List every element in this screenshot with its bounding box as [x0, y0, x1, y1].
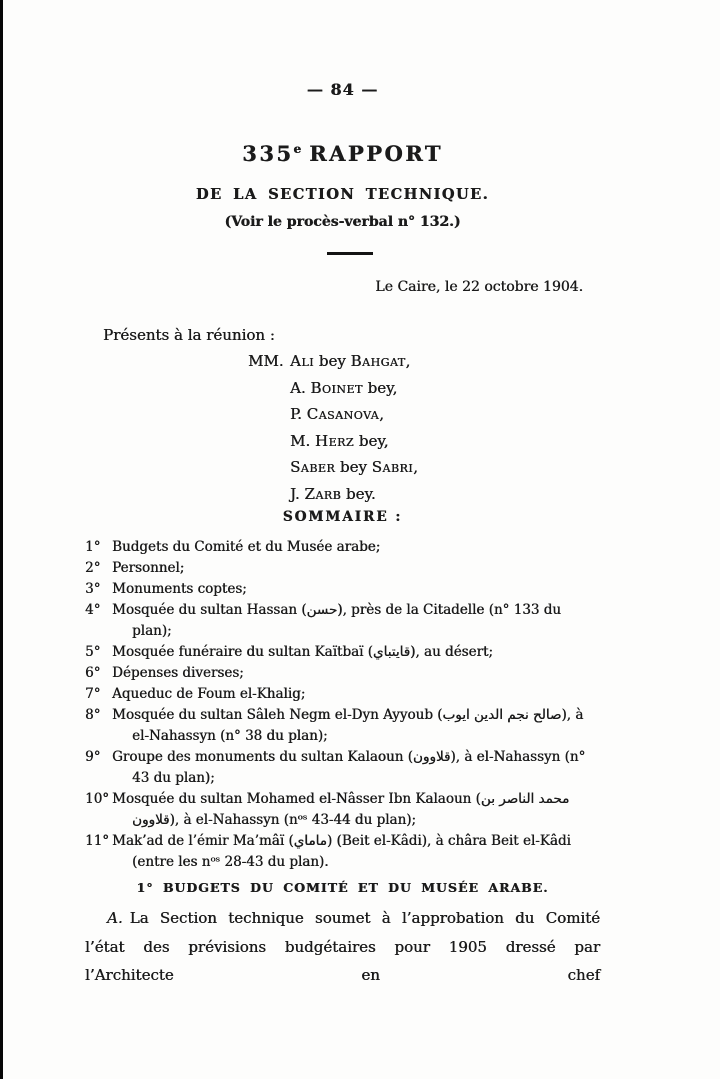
sommaire-item-text: Mosquée du sultan Sâleh Negm el-Dyn Ayyoub (صالح نجم الدين ايوب), à el-Nahassyn (n° 38 du plan); [112, 707, 584, 744]
sommaire-item [85, 747, 600, 789]
sommaire-item [85, 789, 600, 831]
paragraph-text: La Section technique soumet à l’approbation du Comité l’état des prévisions budgétaires pour 1905 dressé par l’Architecte en chef [85, 909, 600, 984]
section-heading: 1° BUDGETS DU COMITÉ ET DU MUSÉE ARABE. [136, 880, 549, 895]
sommaire-item-number: 5° [85, 644, 101, 660]
sommaire-item-number: 1° [85, 539, 101, 555]
attendee-name: A. Boinet bey, [290, 378, 398, 397]
sommaire-item [85, 579, 600, 600]
sommaire-list [85, 537, 600, 873]
sommaire-item-number: 2° [85, 560, 101, 576]
sommaire-item [85, 705, 600, 747]
sommaire-item-number: 7° [85, 686, 101, 702]
page-content [85, 0, 600, 1079]
sommaire-item-text: Groupe des monuments du sultan Kalaoun (قلاوون), à el-Nahassyn (n° 43 du plan); [112, 749, 586, 786]
sommaire-item-text: Mosquée du sultan Mohamed el-Nâsser Ibn Kalaoun (محمد الناصر بن قلاوون), à el-Nahassyn (nᵒˢ 43-44 du plan); [112, 791, 570, 828]
attendee-name: J. Zarb bey. [290, 484, 376, 503]
attendee-row [248, 401, 418, 428]
body-paragraph [85, 904, 600, 990]
scan-edge-line [0, 0, 3, 1079]
sommaire-item [85, 537, 600, 558]
sommaire-item-number: 10° [85, 791, 109, 807]
report-word: RAPPORT [309, 141, 443, 166]
sommaire-item [85, 831, 600, 873]
report-number: 335 [242, 141, 294, 166]
sommaire-item [85, 684, 600, 705]
report-title [85, 141, 600, 166]
sommaire-item-number: 9° [85, 749, 101, 765]
sommaire-item-number: 6° [85, 665, 101, 681]
sommaire-item-number: 8° [85, 707, 101, 723]
sommaire-title: SOMMAIRE : [282, 509, 403, 525]
section-subtitle: DE LA SECTION TECHNIQUE. [195, 186, 490, 203]
sommaire-item-text: Budgets du Comité et du Musée arabe; [112, 539, 381, 555]
sommaire-item-text: Personnel; [112, 560, 185, 576]
attendee-row [248, 348, 418, 375]
attendee-row [248, 375, 418, 402]
attendee-name: P. Casanova, [290, 405, 384, 423]
sommaire-item [85, 663, 600, 684]
attendee-name: M. Herz bey, [290, 431, 389, 450]
sommaire-item-text: Mosquée funéraire du sultan Kaïtbaï (قايتباي), au désert; [112, 644, 493, 660]
dateline: Le Caire, le 22 octobre 1904. [375, 279, 583, 295]
sommaire-item [85, 642, 600, 663]
sommaire-item-text: Monuments coptes; [112, 581, 247, 597]
sommaire-item [85, 558, 600, 579]
attendees-list [248, 348, 418, 507]
attendee-name: Ali bey Bahgat, [290, 352, 411, 370]
sommaire-item-number: 4° [85, 602, 101, 618]
page-number: — 84 — [306, 80, 379, 99]
sommaire-item-text: Mosquée du sultan Hassan (حسن), près de la Citadelle (n° 133 du plan); [112, 602, 561, 639]
decorative-rule [327, 252, 373, 255]
attendee-row [248, 481, 418, 508]
presents-label: Présents à la réunion : [103, 326, 275, 344]
sommaire-item-number: 11° [85, 833, 109, 849]
attendee-name: Saber bey Sabri, [290, 458, 418, 476]
attendees-prefix: MM. [248, 352, 284, 370]
report-number-ordinal: e [293, 142, 302, 156]
attendee-row [248, 428, 418, 455]
paragraph-lead: A. [107, 909, 123, 927]
sommaire-item [85, 600, 600, 642]
sommaire-item-number: 3° [85, 581, 101, 597]
sommaire-item-text: Mak’ad de l’émir Ma’mâï (ماماي) (Beit el-Kâdi), à châra Beit el-Kâdi (entre les nᵒˢ 28-43 du plan). [112, 833, 571, 870]
sommaire-item-text: Dépenses diverses; [112, 665, 244, 681]
attendee-row [248, 454, 418, 481]
sommaire-item-text: Aqueduc de Foum el-Khalig; [112, 686, 306, 702]
reference-note: (Voir le procès-verbal n° 132.) [224, 214, 461, 230]
